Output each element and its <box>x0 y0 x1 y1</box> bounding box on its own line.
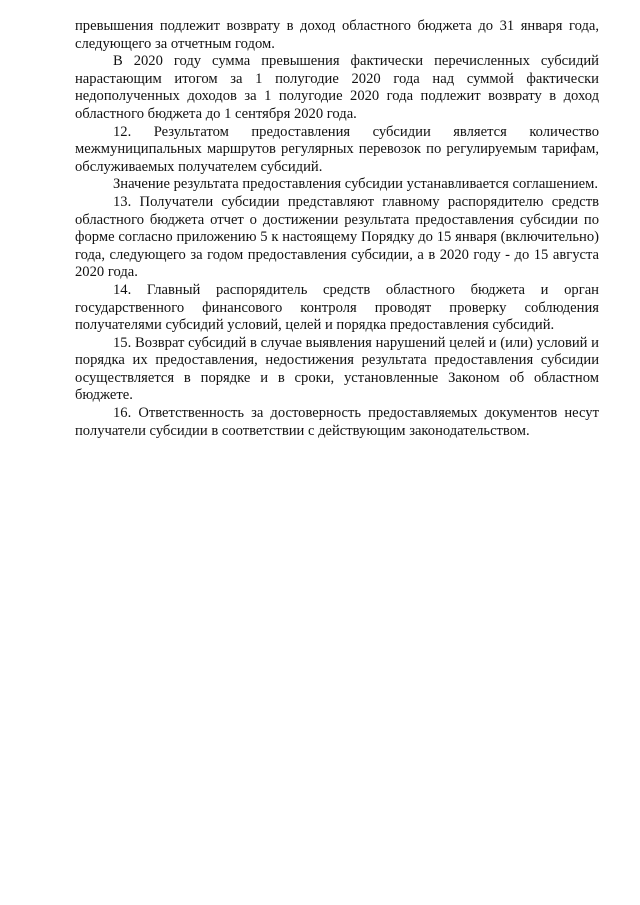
paragraph-continuation: превышения подлежит возврату в доход областного бюджета до 31 января года, следующего за отчетным годом. <box>75 18 599 52</box>
document-body <box>75 18 599 440</box>
paragraph-12-result: 12. Результатом предоставления субсидии является количество межмуниципальных маршрутов регулярных перевозок по регулируемым тарифам, обслуживаемых получателем субсидий. <box>75 123 599 175</box>
paragraph-2020-excess: В 2020 году сумма превышения фактически перечисленных субсидий нарастающим итогом за 1 полугодие 2020 года над суммой фактически недополученных доходов за 1 полугодие 2020 года подлежит возврату в доход областного бюджета до 1 сентября 2020 года. <box>75 53 599 122</box>
paragraph-16-responsibility: 16. Ответственность за достоверность предоставляемых документов несут получатели субсидии в соответствии с действующим законодательством. <box>75 405 599 439</box>
paragraph-14-audit: 14. Главный распорядитель средств областного бюджета и орган государственного финансового контроля проводят проверку соблюдения получателями субсидий условий, целей и порядка предоставления субсидий. <box>75 281 599 334</box>
paragraph-result-value: Значение результата предоставления субсидии устанавливается соглашением. <box>113 176 598 193</box>
paragraph-13-report: 13. Получатели субсидии представляют главному распорядителю средств областного бюджета отчет о достижении результата предоставления субсидии по форме согласно приложению 5 к настоящему Порядку до 15 января (включительно) года, следующего за годом предоставления субсидии, а в 2020 году - до 15 августа 2020 года. <box>75 193 599 281</box>
paragraph-15-refund: 15. Возврат субсидий в случае выявления нарушений целей и (или) условий и порядка их предоставления, недостижения результата предоставления субсидии осуществляется в порядке и в сроки, установленные Законом об областном бюджете. <box>75 334 599 404</box>
